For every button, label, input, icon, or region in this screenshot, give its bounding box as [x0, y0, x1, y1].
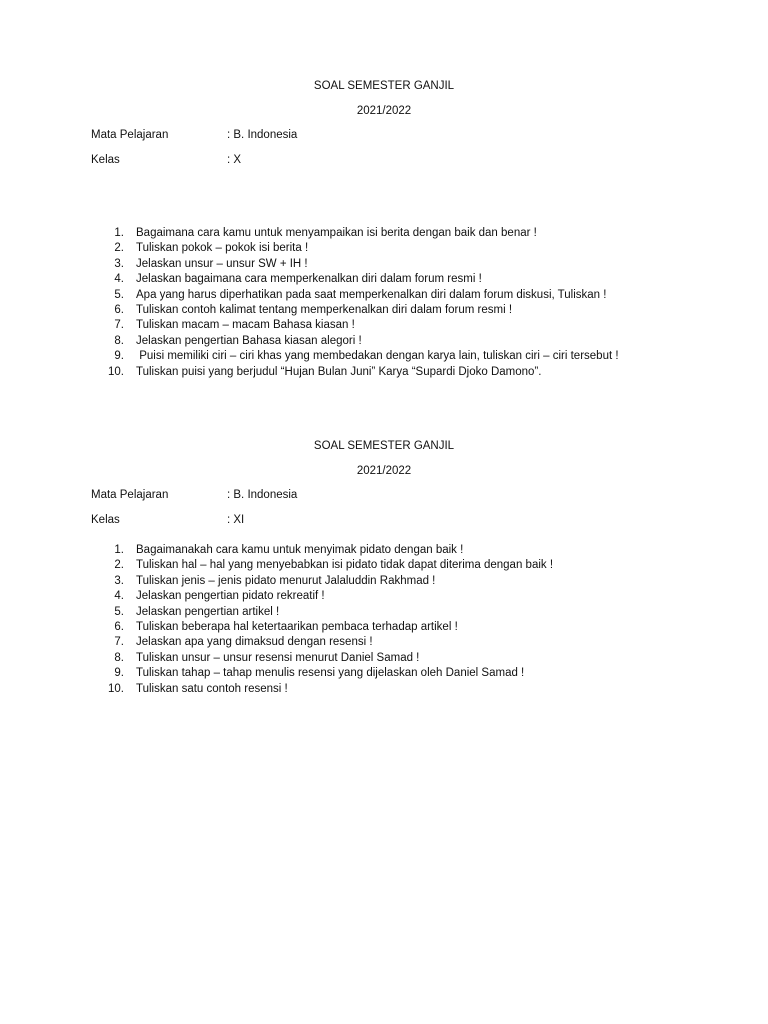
question-text: Jelaskan bagaimana cara memperkenalkan diri dalam forum resmi ! [136, 273, 482, 286]
question-number: 3. [114, 574, 124, 587]
question-number: 4. [114, 273, 124, 286]
class-value: : X [227, 154, 242, 166]
subject-value: : B. Indonesia [227, 489, 298, 501]
question-text: Bagaimanakah cara kamu untuk menyimak pidato dengan baik ! [136, 544, 464, 556]
question-number: 6. [114, 620, 124, 633]
question-text: Tuliskan pokok – pokok isi berita ! [136, 242, 309, 255]
question-number: 1. [114, 544, 124, 556]
question-number: 9. [114, 667, 124, 680]
subject-row [91, 488, 491, 504]
question-text: Apa yang harus diperhatikan pada saat memperkenalkan diri dalam forum diskusi, Tuliskan ! [136, 288, 607, 301]
class-row [91, 153, 491, 169]
section-year: 2021/2022 [356, 105, 412, 117]
question-text: Tuliskan macam – macam Bahasa kiasan ! [136, 319, 355, 332]
question-number: 7. [114, 636, 124, 649]
question-number: 1. [114, 227, 124, 239]
question-number: 10. [108, 682, 124, 695]
section-title: SOAL SEMESTER GANJIL [313, 80, 455, 92]
question-number: 5. [114, 605, 124, 618]
question-text: Jelaskan pengertian Bahasa kiasan alegori ! [136, 334, 362, 347]
question-number: 5. [114, 288, 124, 301]
question-text: Puisi memiliki ciri – ciri khas yang membedakan dengan karya lain, tuliskan ciri – ciri tersebut ! [136, 350, 619, 363]
question-text: Jelaskan pengertian artikel ! [136, 605, 280, 618]
question-text: Jelaskan unsur – unsur SW + IH ! [136, 257, 308, 270]
subject-label: Mata Pelajaran [91, 489, 169, 501]
question-number: 4. [114, 590, 124, 603]
question-text: Bagaimana cara kamu untuk menyampaikan isi berita dengan baik dan benar ! [136, 227, 537, 239]
class-row [91, 513, 491, 529]
question-number: 8. [114, 334, 124, 347]
class-label: Kelas [91, 514, 120, 526]
subject-row [91, 128, 491, 144]
question-number: 3. [114, 257, 124, 270]
question-text: Tuliskan puisi yang berjudul “Hujan Bulan Juni” Karya “Supardi Djoko Damono”. [136, 365, 542, 378]
question-text: Tuliskan contoh kalimat tentang memperkenalkan diri dalam forum resmi ! [136, 303, 513, 316]
question-number: 7. [114, 319, 124, 332]
question-number: 9. [114, 350, 124, 363]
question-text: Tuliskan satu contoh resensi ! [136, 682, 288, 695]
section-title: SOAL SEMESTER GANJIL [313, 440, 455, 452]
question-text: Tuliskan beberapa hal ketertaarikan pembaca terhadap artikel ! [136, 620, 458, 633]
question-number: 2. [114, 242, 124, 255]
class-value: : XI [227, 514, 245, 526]
question-text: Tuliskan tahap – tahap menulis resensi yang dijelaskan oleh Daniel Samad ! [136, 667, 525, 680]
question-text: Tuliskan hal – hal yang menyebabkan isi pidato tidak dapat diterima dengan baik ! [136, 559, 554, 572]
subject-value: : B. Indonesia [227, 129, 298, 141]
question-text: Tuliskan unsur – unsur resensi menurut Daniel Samad ! [136, 651, 420, 664]
question-text: Jelaskan apa yang dimaksud dengan resensi ! [136, 636, 373, 649]
class-label: Kelas [91, 154, 120, 166]
subject-label: Mata Pelajaran [91, 129, 169, 141]
question-number: 6. [114, 303, 124, 316]
question-number: 2. [114, 559, 124, 572]
question-number: 8. [114, 651, 124, 664]
question-text: Tuliskan jenis – jenis pidato menurut Jalaluddin Rakhmad ! [136, 574, 436, 587]
question-number: 10. [108, 365, 124, 378]
section-year: 2021/2022 [356, 465, 412, 477]
question-text: Jelaskan pengertian pidato rekreatif ! [136, 590, 325, 603]
